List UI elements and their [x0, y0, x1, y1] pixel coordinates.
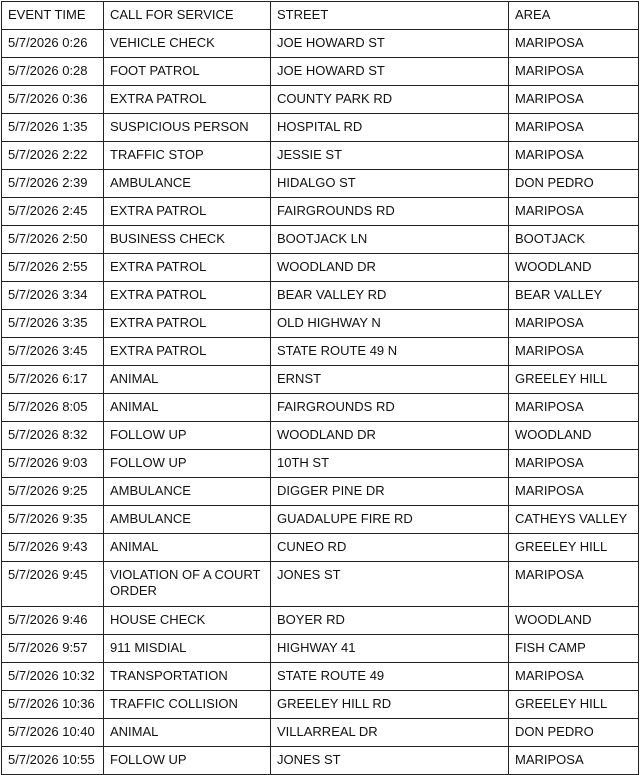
cell-call-for-service: EXTRA PATROL — [104, 198, 271, 226]
table-row — [2, 635, 639, 663]
cell-call-for-service: VIOLATION OF A COURT ORDER — [104, 562, 271, 607]
cell-call-for-service: TRANSPORTATION — [104, 663, 271, 691]
cell-call-for-service: 911 MISDIAL — [104, 635, 271, 663]
cell-event-time: 5/7/2026 10:40 — [2, 719, 104, 747]
table-row — [2, 226, 639, 254]
cell-call-for-service: TRAFFIC STOP — [104, 142, 271, 170]
cell-event-time: 5/7/2026 9:57 — [2, 635, 104, 663]
cell-event-time: 5/7/2026 9:45 — [2, 562, 104, 607]
cell-area: MARIPOSA — [509, 338, 639, 366]
cell-street: OLD HIGHWAY N — [271, 310, 509, 338]
table-row — [2, 562, 639, 607]
cell-street: JOE HOWARD ST — [271, 58, 509, 86]
cell-area: BOOTJACK — [509, 226, 639, 254]
cell-event-time: 5/7/2026 9:03 — [2, 450, 104, 478]
cell-area: GREELEY HILL — [509, 691, 639, 719]
cell-call-for-service: ANIMAL — [104, 394, 271, 422]
header-call-for-service: CALL FOR SERVICE — [104, 2, 271, 30]
cell-street: JOE HOWARD ST — [271, 30, 509, 58]
cell-street: JESSIE ST — [271, 142, 509, 170]
cell-event-time: 5/7/2026 9:46 — [2, 607, 104, 635]
cell-area: MARIPOSA — [509, 86, 639, 114]
cell-call-for-service: ANIMAL — [104, 534, 271, 562]
table-row — [2, 506, 639, 534]
table-row — [2, 282, 639, 310]
cell-street: BEAR VALLEY RD — [271, 282, 509, 310]
cell-street: GREELEY HILL RD — [271, 691, 509, 719]
cell-street: WOODLAND DR — [271, 422, 509, 450]
cell-event-time: 5/7/2026 10:36 — [2, 691, 104, 719]
cell-call-for-service: FOOT PATROL — [104, 58, 271, 86]
cell-area: MARIPOSA — [509, 562, 639, 607]
cell-street: STATE ROUTE 49 — [271, 663, 509, 691]
cell-call-for-service: AMBULANCE — [104, 170, 271, 198]
cell-event-time: 5/7/2026 10:32 — [2, 663, 104, 691]
cell-call-for-service: EXTRA PATROL — [104, 338, 271, 366]
cell-event-time: 5/7/2026 9:43 — [2, 534, 104, 562]
call-log-header — [2, 2, 639, 30]
table-row — [2, 338, 639, 366]
cell-call-for-service: HOUSE CHECK — [104, 607, 271, 635]
cell-area: BEAR VALLEY — [509, 282, 639, 310]
header-event-time: EVENT TIME — [2, 2, 104, 30]
cell-area: MARIPOSA — [509, 478, 639, 506]
cell-street: BOYER RD — [271, 607, 509, 635]
cell-street: JONES ST — [271, 562, 509, 607]
header-area: AREA — [509, 2, 639, 30]
table-row — [2, 114, 639, 142]
cell-street: JONES ST — [271, 747, 509, 775]
cell-street: GUADALUPE FIRE RD — [271, 506, 509, 534]
table-row — [2, 30, 639, 58]
cell-area: DON PEDRO — [509, 719, 639, 747]
cell-event-time: 5/7/2026 3:34 — [2, 282, 104, 310]
cell-street: HIDALGO ST — [271, 170, 509, 198]
cell-area: FISH CAMP — [509, 635, 639, 663]
cell-area: GREELEY HILL — [509, 534, 639, 562]
cell-call-for-service: VEHICLE CHECK — [104, 30, 271, 58]
cell-street: FAIRGROUNDS RD — [271, 198, 509, 226]
table-row — [2, 310, 639, 338]
cell-street: STATE ROUTE 49 N — [271, 338, 509, 366]
cell-call-for-service: AMBULANCE — [104, 478, 271, 506]
cell-event-time: 5/7/2026 0:28 — [2, 58, 104, 86]
cell-call-for-service: FOLLOW UP — [104, 422, 271, 450]
cell-area: CATHEYS VALLEY — [509, 506, 639, 534]
cell-call-for-service: AMBULANCE — [104, 506, 271, 534]
cell-event-time: 5/7/2026 1:35 — [2, 114, 104, 142]
cell-street: DIGGER PINE DR — [271, 478, 509, 506]
cell-area: WOODLAND — [509, 422, 639, 450]
cell-street: CUNEO RD — [271, 534, 509, 562]
cell-call-for-service: ANIMAL — [104, 719, 271, 747]
cell-event-time: 5/7/2026 10:55 — [2, 747, 104, 775]
table-row — [2, 394, 639, 422]
cell-area: MARIPOSA — [509, 114, 639, 142]
table-row — [2, 534, 639, 562]
table-row — [2, 142, 639, 170]
table-row — [2, 663, 639, 691]
cell-area: GREELEY HILL — [509, 366, 639, 394]
cell-area: DON PEDRO — [509, 170, 639, 198]
table-row — [2, 719, 639, 747]
cell-street: VILLARREAL DR — [271, 719, 509, 747]
table-row — [2, 422, 639, 450]
cell-event-time: 5/7/2026 8:32 — [2, 422, 104, 450]
cell-street: BOOTJACK LN — [271, 226, 509, 254]
table-row — [2, 254, 639, 282]
header-street: STREET — [271, 2, 509, 30]
cell-event-time: 5/7/2026 3:45 — [2, 338, 104, 366]
cell-call-for-service: EXTRA PATROL — [104, 254, 271, 282]
cell-call-for-service: ANIMAL — [104, 366, 271, 394]
cell-event-time: 5/7/2026 2:22 — [2, 142, 104, 170]
cell-event-time: 5/7/2026 2:39 — [2, 170, 104, 198]
table-row — [2, 58, 639, 86]
table-row — [2, 450, 639, 478]
cell-area: MARIPOSA — [509, 198, 639, 226]
cell-street: ERNST — [271, 366, 509, 394]
cell-area: MARIPOSA — [509, 663, 639, 691]
cell-street: HOSPITAL RD — [271, 114, 509, 142]
cell-street: WOODLAND DR — [271, 254, 509, 282]
cell-area: MARIPOSA — [509, 58, 639, 86]
cell-call-for-service: EXTRA PATROL — [104, 310, 271, 338]
table-row — [2, 691, 639, 719]
cell-street: COUNTY PARK RD — [271, 86, 509, 114]
cell-area: MARIPOSA — [509, 394, 639, 422]
table-row — [2, 747, 639, 775]
cell-event-time: 5/7/2026 0:36 — [2, 86, 104, 114]
table-row — [2, 86, 639, 114]
cell-event-time: 5/7/2026 3:35 — [2, 310, 104, 338]
table-row — [2, 478, 639, 506]
cell-call-for-service: EXTRA PATROL — [104, 86, 271, 114]
cell-event-time: 5/7/2026 6:17 — [2, 366, 104, 394]
cell-street: 10TH ST — [271, 450, 509, 478]
call-log-table — [1, 1, 639, 775]
cell-area: MARIPOSA — [509, 142, 639, 170]
table-row — [2, 170, 639, 198]
cell-call-for-service: FOLLOW UP — [104, 450, 271, 478]
cell-event-time: 5/7/2026 2:45 — [2, 198, 104, 226]
cell-call-for-service: EXTRA PATROL — [104, 282, 271, 310]
cell-event-time: 5/7/2026 9:25 — [2, 478, 104, 506]
cell-call-for-service: FOLLOW UP — [104, 747, 271, 775]
cell-call-for-service: TRAFFIC COLLISION — [104, 691, 271, 719]
cell-event-time: 5/7/2026 9:35 — [2, 506, 104, 534]
cell-area: WOODLAND — [509, 254, 639, 282]
cell-street: HIGHWAY 41 — [271, 635, 509, 663]
cell-event-time: 5/7/2026 2:55 — [2, 254, 104, 282]
cell-event-time: 5/7/2026 2:50 — [2, 226, 104, 254]
cell-call-for-service: SUSPICIOUS PERSON — [104, 114, 271, 142]
table-row — [2, 607, 639, 635]
cell-call-for-service: BUSINESS CHECK — [104, 226, 271, 254]
cell-street: FAIRGROUNDS RD — [271, 394, 509, 422]
cell-area: MARIPOSA — [509, 30, 639, 58]
table-row — [2, 366, 639, 394]
cell-event-time: 5/7/2026 8:05 — [2, 394, 104, 422]
table-row — [2, 198, 639, 226]
cell-area: MARIPOSA — [509, 450, 639, 478]
cell-event-time: 5/7/2026 0:26 — [2, 30, 104, 58]
header-row — [2, 2, 639, 30]
cell-area: WOODLAND — [509, 607, 639, 635]
cell-area: MARIPOSA — [509, 310, 639, 338]
call-log-body — [2, 30, 639, 775]
cell-area: MARIPOSA — [509, 747, 639, 775]
